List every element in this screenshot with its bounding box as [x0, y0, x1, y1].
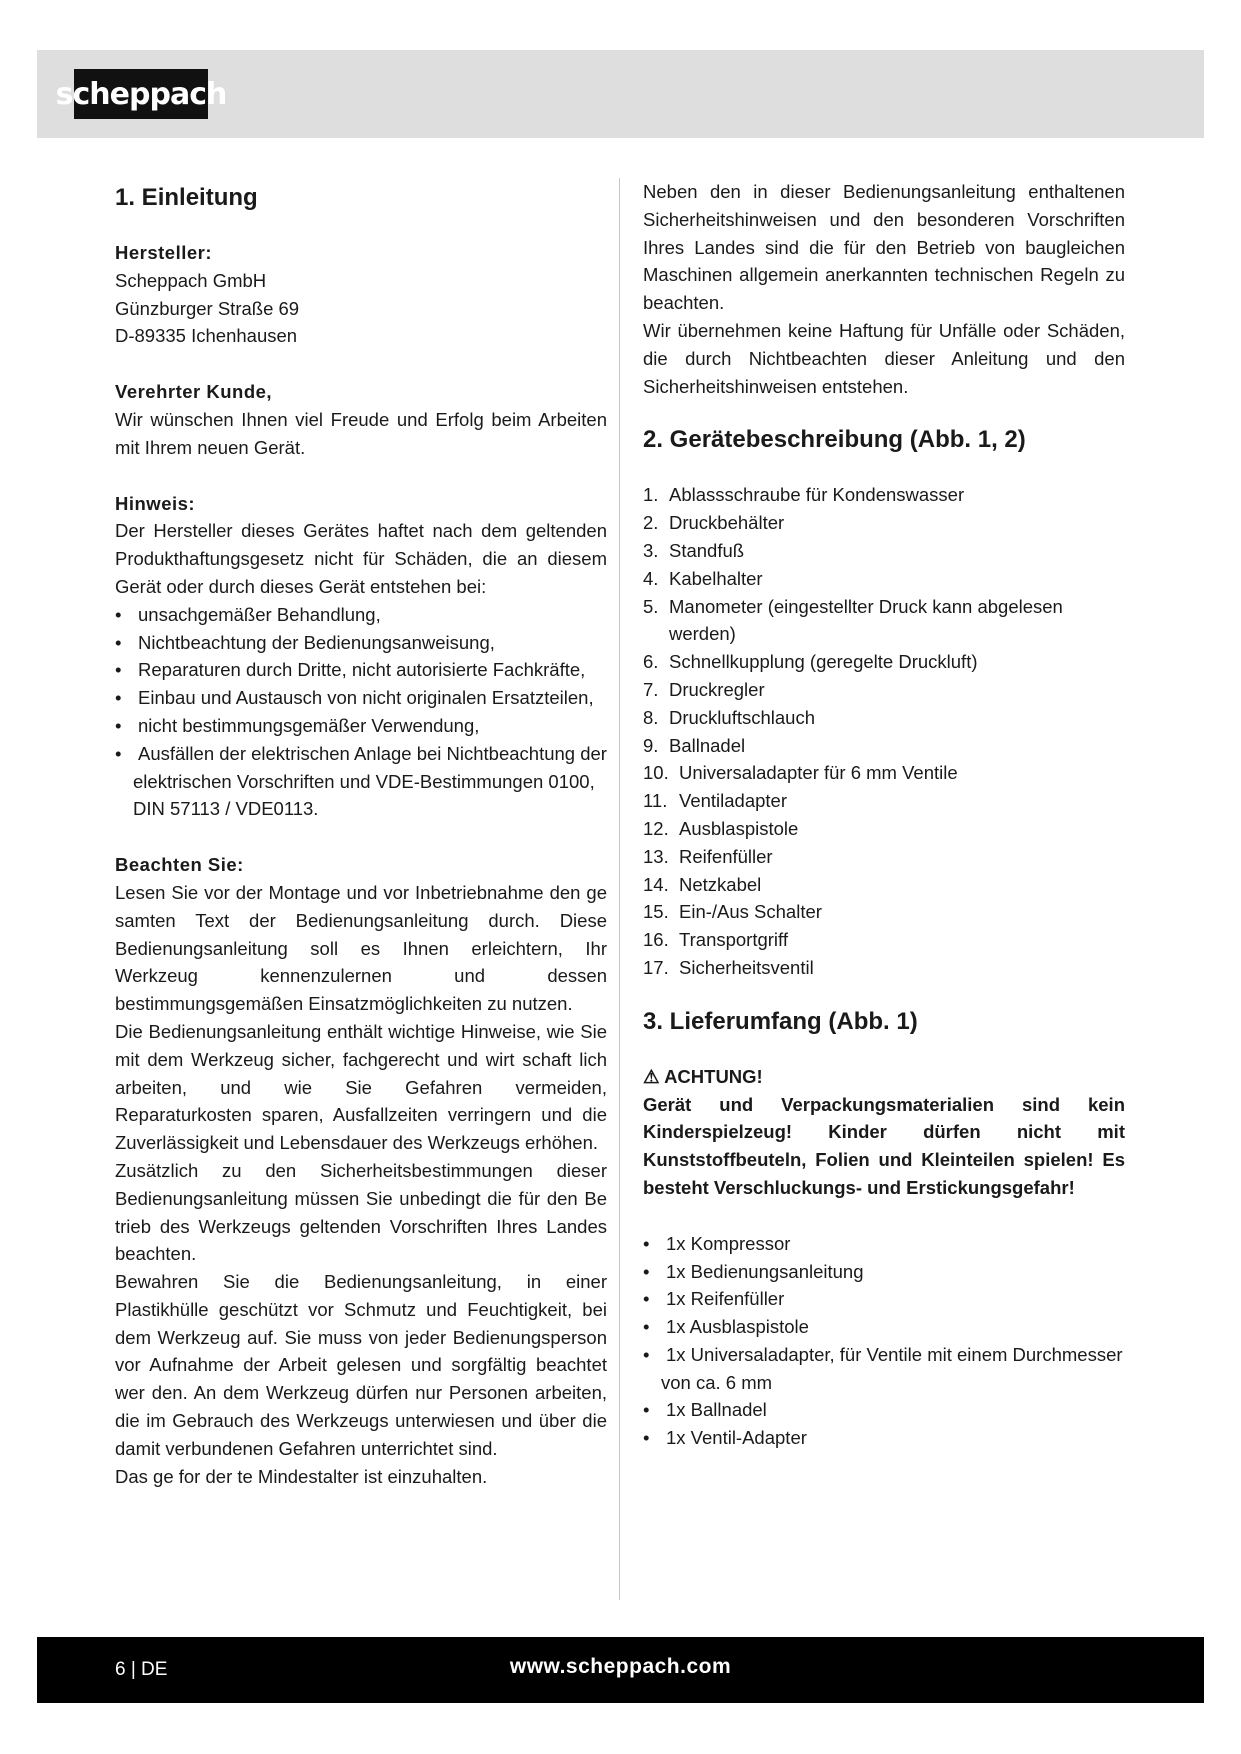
- warning-text: Gerät und Verpackungsmaterialien sind kein Kinderspielzeug! Kinder dürfen nicht mit Kunststoffbeuteln, Folien und Kleinteilen spielen! Es besteht Verschluckungs- und Erstickungsgefahr!: [643, 1093, 1125, 1198]
- list-item: 2. Druckbehälter: [643, 512, 785, 534]
- list-item: • 1x Ventil-Adapter: [643, 1424, 1125, 1452]
- list-item: • Ausfällen der elektrischen Anlage bei Nichtbeachtung der elektrischen Vorschriften und VDE-Bestimmungen 0100, DIN 57113 / VDE0113.: [115, 740, 607, 823]
- note-text: Der Hersteller dieses Gerätes haftet nach dem geltenden Produkthaftungsgesetz nicht für Schäden, die an diesem Gerät oder durch dieses Gerät entstehen bei:: [115, 520, 607, 597]
- warning-triangle-icon: ⚠: [643, 1065, 660, 1087]
- list-item: • 1x Ausblaspistole: [643, 1313, 1125, 1341]
- list-item: 12. Ausblaspistole: [643, 817, 799, 839]
- list-item: • nicht bestimmungsgemäßer Verwendung,: [115, 712, 607, 740]
- right-column: [643, 178, 1125, 1452]
- note-list: [115, 601, 607, 823]
- intro-continued-paragraph: Wir übernehmen keine Haftung für Unfälle oder Schäden, die durch Nichtbeachten dieser Anleitung und den Sicherheitshinweisen entstehen.: [643, 319, 1125, 397]
- list-item: 16. Transportgriff: [643, 929, 788, 951]
- list-item: 7. Druckregler: [643, 678, 765, 700]
- list-item: 9. Ballnadel: [643, 734, 746, 756]
- list-item: • 1x Ballnadel: [643, 1396, 1125, 1424]
- description-heading: 2. Gerätebeschreibung (Abb. 1, 2): [643, 426, 1026, 454]
- list-item: • 1x Reifenfüller: [643, 1285, 1125, 1313]
- warning-title: ⚠ ACHTUNG!: [643, 1065, 763, 1087]
- customer-label: Verehrter Kunde,: [115, 381, 273, 403]
- footer-bar: [37, 1637, 1204, 1703]
- observe-paragraph: Das ge for der te Mindestalter ist einzuhalten.: [115, 1465, 488, 1487]
- list-item: 10. Universaladapter für 6 mm Ventile: [643, 762, 958, 784]
- list-item: 17. Sicherheitsventil: [643, 956, 814, 978]
- observe-paragraph: Bewahren Sie die Bedienungsanleitung, in einer Plastikhülle geschützt vor Schmutz und Feuchtigkeit, bei dem Werkzeug auf. Sie muss von jeder Bedienungsperson vor Aufnahme der Arbeit gelesen und sorgfältig beachtet wer den. An dem Werkzeug dürfen nur Personen arbeiten, die im Gebrauch des Werkzeugs unterwiesen und über die damit verbundenen Gefahren unterrichtet sind.: [115, 1271, 607, 1459]
- delivery-heading: 3. Lieferumfang (Abb. 1): [643, 1007, 918, 1035]
- list-item: 15. Ein-/Aus Schalter: [643, 901, 822, 923]
- manufacturer-line: D-89335 Ichenhausen: [115, 325, 298, 347]
- list-item: 8. Druckluftschlauch: [643, 706, 816, 728]
- website-url: www.scheppach.com: [509, 1655, 732, 1678]
- list-item: 3. Standfuß: [643, 539, 745, 561]
- manufacturer-line: Scheppach GmbH: [115, 269, 267, 291]
- description-list: [643, 481, 1125, 981]
- list-item: • Nichtbeachtung der Bedienungsanweisung,: [115, 629, 607, 657]
- list-item: • 1x Kompressor: [643, 1230, 1125, 1258]
- list-item: • 1x Universaladapter, für Ventile mit einem Durchmesser von ca. 6 mm: [643, 1341, 1125, 1397]
- observe-paragraph: Die Bedienungsanleitung enthält wichtige Hinweise, wie Sie mit dem Werkzeug sicher, fachgerecht und wirt schaft lich arbeiten, und wie Sie Gefahren vermeiden, Reparaturkosten sparen, Ausfallzeiten verringern und die Zuverlässigkeit und Lebensdauer des Werkzeugs erhöhen.: [115, 1020, 607, 1154]
- list-item: • Einbau und Austausch von nicht originalen Ersatzteilen,: [115, 684, 607, 712]
- manufacturer-line: Günzburger Straße 69: [115, 297, 300, 319]
- customer-text: Wir wünschen Ihnen viel Freude und Erfolg beim Arbeiten mit Ihrem neuen Gerät.: [115, 408, 607, 458]
- header-band: [37, 50, 1204, 138]
- observe-paragraph: Zusätzlich zu den Sicherheitsbestimmungen dieser Bedienungsanleitung müssen Sie unbedingt die für den Be trieb des Werkzeugs geltenden Vorschriften Ihres Landes beachten.: [115, 1159, 607, 1265]
- list-item: 5. Manometer (eingestellter Druck kann abgelesen werden): [643, 595, 1063, 645]
- delivery-list: [643, 1230, 1125, 1452]
- list-item: • Reparaturen durch Dritte, nicht autorisierte Fachkräfte,: [115, 656, 607, 684]
- observe-label: Beachten Sie:: [115, 854, 244, 876]
- list-item: 6. Schnellkupplung (geregelte Druckluft): [643, 651, 978, 673]
- list-item: 1. Ablassschraube für Kondenswasser: [643, 484, 965, 506]
- left-column: [115, 178, 607, 1490]
- list-item: • unsachgemäßer Behandlung,: [115, 601, 607, 629]
- list-item: 14. Netzkabel: [643, 873, 762, 895]
- column-divider: [619, 178, 620, 1600]
- intro-heading: 1. Einleitung: [115, 184, 258, 211]
- list-item: 4. Kabelhalter: [643, 567, 763, 589]
- scheppach-logo: scheppach: [74, 69, 208, 119]
- list-item: 13. Reifenfüller: [643, 845, 773, 867]
- page-number: 6 | DE: [115, 1659, 168, 1680]
- observe-paragraph: Lesen Sie vor der Montage und vor Inbetriebnahme den ge samten Text der Bedienungsanleitung durch. Diese Bedienungsanleitung soll es Ihnen erleichtern, Ihr Werkzeug kennenzulernen und dessen bestimmungsgemäßen Einsatzmöglichkeiten zu nutzen.: [115, 881, 607, 1015]
- list-item: • 1x Bedienungsanleitung: [643, 1258, 1125, 1286]
- intro-continued-paragraph: Neben den in dieser Bedienungsanleitung enthaltenen Sicherheitshinweisen und den besonderen Vorschriften Ihres Landes sind die für den Betrieb von baugleichen Maschinen allgemein anerkannten technischen Regeln zu beachten.: [643, 181, 1125, 314]
- note-label: Hinweis:: [115, 492, 196, 514]
- manufacturer-label: Hersteller:: [115, 242, 213, 263]
- list-item: 11. Ventiladapter: [643, 790, 788, 812]
